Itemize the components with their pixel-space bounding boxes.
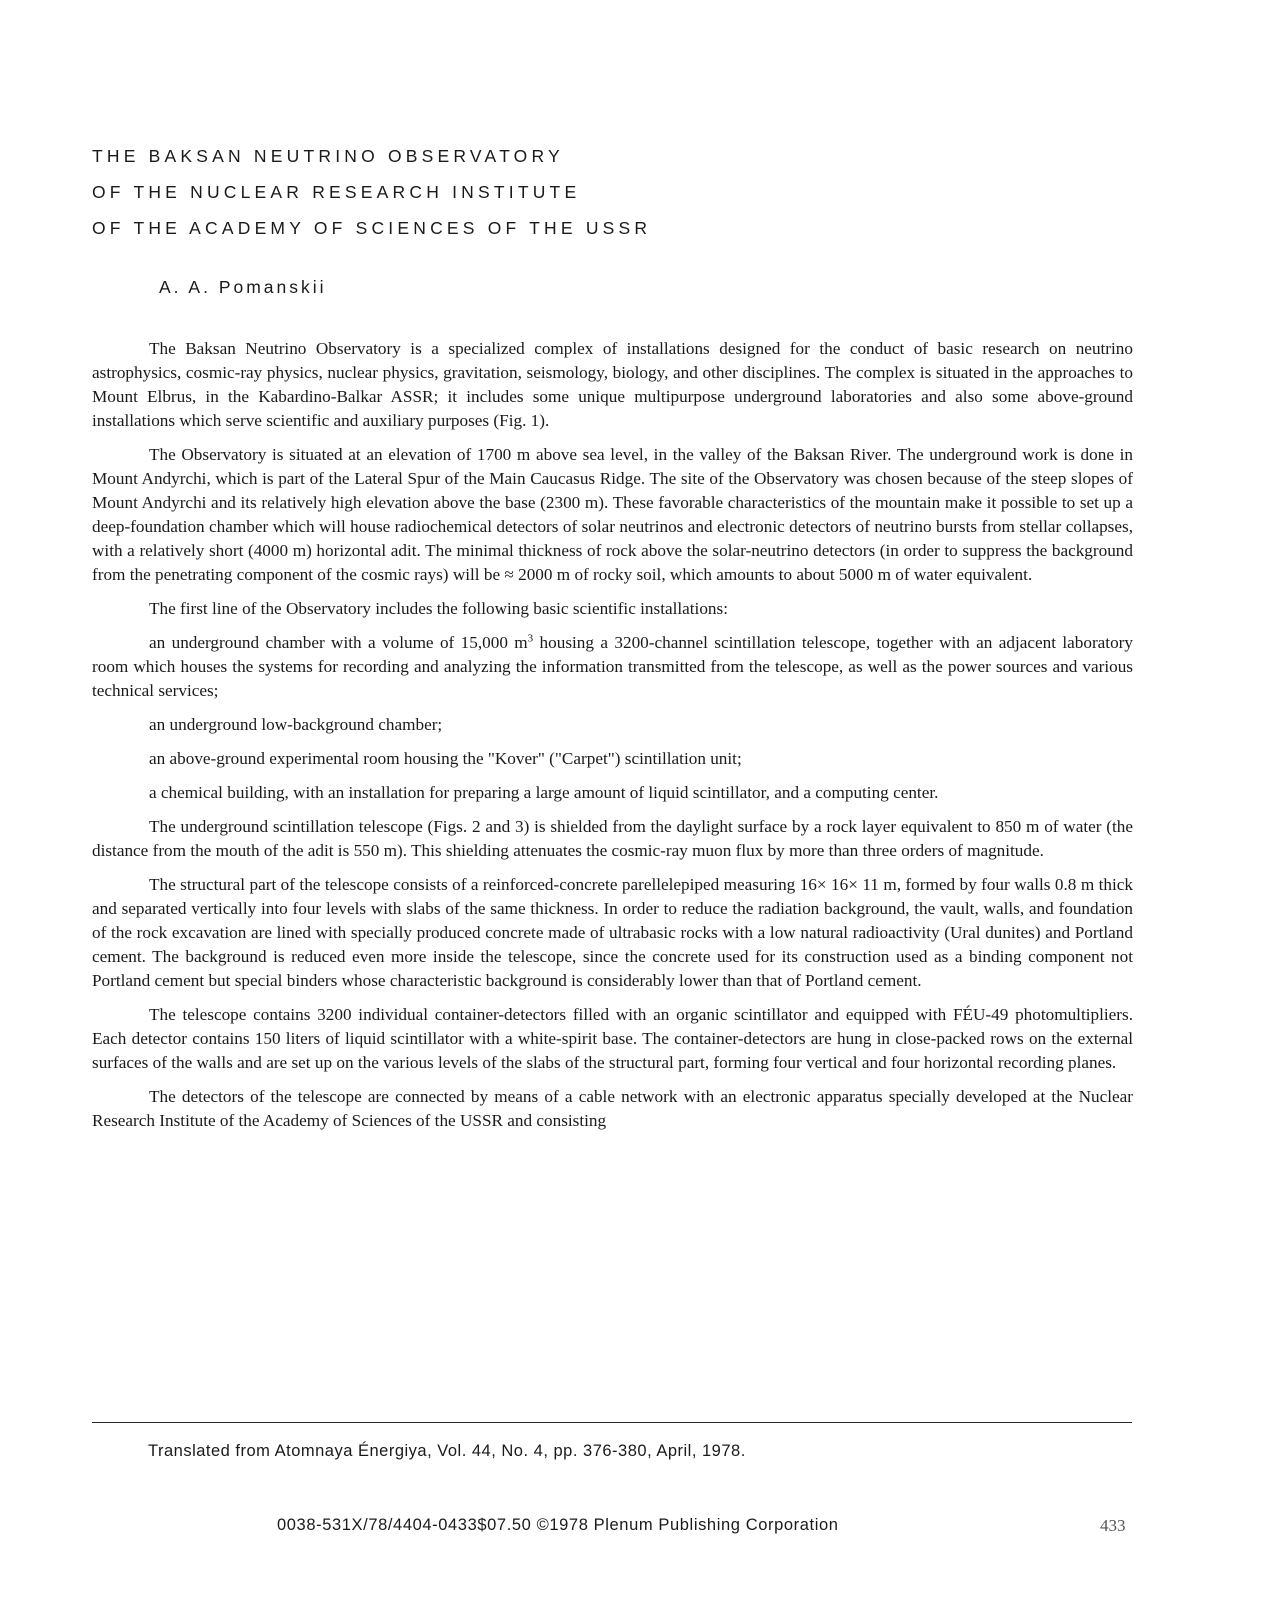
installation-item-kover: an above-ground experimental room housing the "Kover" ("Carpet") scintillation unit; bbox=[149, 749, 742, 768]
superscript-exponent: 3 bbox=[527, 632, 534, 645]
installation-item-chamber bbox=[92, 631, 1133, 703]
author-name: A. A. Pomanskii bbox=[159, 277, 327, 297]
installation-item-low-background: an underground low-background chamber; bbox=[149, 715, 443, 734]
article-title bbox=[92, 146, 992, 254]
title-line-3: OF THE ACADEMY OF SCIENCES OF THE USSR bbox=[92, 218, 652, 238]
paragraph-structure: The structural part of the telescope consists of a reinforced-concrete parellelepiped measuring 16× 16× 11 m, formed by four walls 0.8 m thick and separated vertically into four levels with slabs of the same thickness. In order to reduce the radiation background, the vault, walls, and foundation of the rock excavation are lined with specially produced concrete made of ultrabasic rocks with a low natural radioactivity (Ural dunites) and Portland cement. The background is reduced even more inside the telescope, since the concrete used for its construction used as a binding component not Portland cement but special binders whose characteristic background is considerably lower than that of Portland cement. bbox=[92, 875, 1133, 990]
installation-item-chamber-text-a: an underground chamber with a volume of 15,000 m bbox=[149, 633, 528, 652]
page-number: 433 bbox=[1100, 1516, 1126, 1535]
paragraph-installations-intro: The first line of the Observatory includes the following basic scientific installations: bbox=[149, 599, 728, 618]
paragraph-detectors: The telescope contains 3200 individual container-detectors filled with an organic scintillator and equipped with FÉU-49 photomultipliers. Each detector contains 150 liters of liquid scintillator with a white-spirit base. The container-detectors are hung in close-packed rows on the external surfaces of the walls and are set up on the various levels of the slabs of the structural part, forming four vertical and four horizontal recording planes. bbox=[92, 1005, 1133, 1072]
paragraph-electronics: The detectors of the telescope are connected by means of a cable network with an electronic apparatus specially developed at the Nuclear Research Institute of the Academy of Sciences of the USSR and consisting bbox=[92, 1087, 1133, 1130]
article-body bbox=[92, 337, 1133, 1143]
title-line-1: THE BAKSAN NEUTRINO OBSERVATORY bbox=[92, 146, 564, 166]
paragraph-intro: The Baksan Neutrino Observatory is a specialized complex of installations designed for the conduct of basic research on neutrino astrophysics, cosmic-ray physics, nuclear physics, gravitation, seismology, biology, and other disciplines. The complex is situated in the approaches to Mount Elbrus, in the Kabardino-Balkar ASSR; it includes some unique multipurpose underground laboratories and also some above-ground installations which serve scientific and auxiliary purposes (Fig. 1). bbox=[92, 339, 1133, 430]
paragraph-shielding: The underground scintillation telescope (Figs. 2 and 3) is shielded from the daylight surface by a rock layer equivalent to 850 m of water (the distance from the mouth of the adit is 550 m). This shielding attenuates the cosmic-ray muon flux by more than three orders of magnitude. bbox=[92, 817, 1133, 860]
installation-item-chamber-text-b: housing a 3200-channel scintillation telescope, together with an adjacent laboratory room which houses the systems for recording and analyzing the information transmitted from the telescope, as well as the power sources and various technical services; bbox=[92, 633, 1133, 700]
translation-footnote: Translated from Atomnaya Énergiya, Vol. 44, No. 4, pp. 376-380, April, 1978. bbox=[148, 1442, 746, 1460]
publication-code: 0038-531X/78/4404-0433$07.50 ©1978 Plenum Publishing Corporation bbox=[277, 1516, 839, 1534]
title-line-2: OF THE NUCLEAR RESEARCH INSTITUTE bbox=[92, 182, 581, 202]
footnote-divider bbox=[92, 1422, 1132, 1423]
installation-item-chemical-building: a chemical building, with an installation for preparing a large amount of liquid scintillator, and a computing center. bbox=[149, 783, 939, 802]
paragraph-location: The Observatory is situated at an elevation of 1700 m above sea level, in the valley of the Baksan River. The underground work is done in Mount Andyrchi, which is part of the Lateral Spur of the Main Caucasus Ridge. The site of the Observatory was chosen because of the steep slopes of Mount Andyrchi and its relatively high elevation above the base (2300 m). These favorable characteristics of the mountain make it possible to set up a deep-foundation chamber which will house radiochemical detectors of solar neutrinos and electronic detectors of neutrino bursts from stellar collapses, with a relatively short (4000 m) horizontal adit. The minimal thickness of rock above the solar-neutrino detectors (in order to suppress the background from the penetrating component of the cosmic rays) will be ≈ 2000 m of rocky soil, which amounts to about 5000 m of water equivalent. bbox=[92, 445, 1133, 584]
